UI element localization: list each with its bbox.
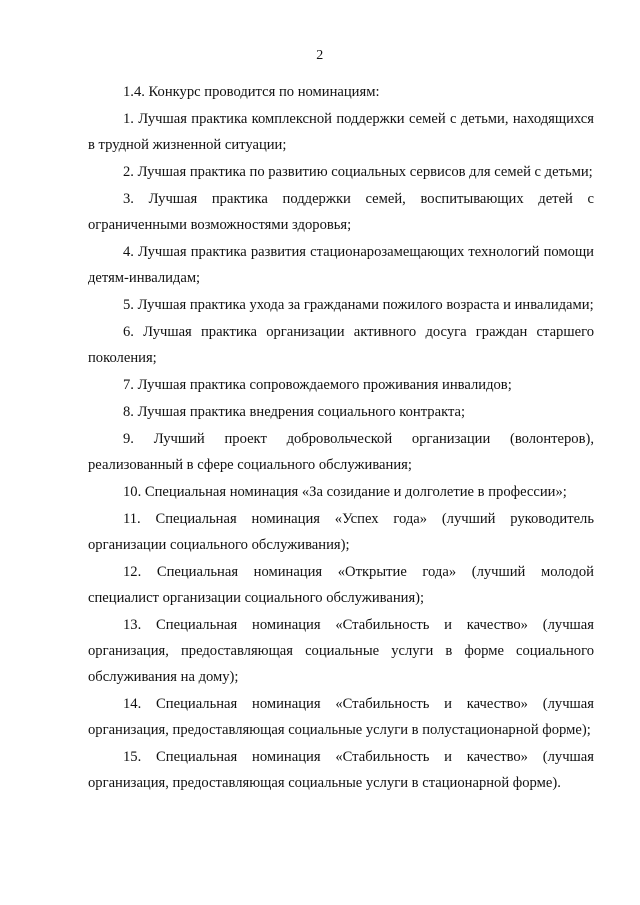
nomination-item-13: 13. Специальная номинация «Стабильность и качество» (лучшая организация, предоставляющая социальные услуги в форме социального обслуживания на дому); xyxy=(88,617,594,685)
nomination-item-3: 3. Лучшая практика поддержки семей, воспитывающих детей с ограниченными возможностями здоровья; xyxy=(88,191,594,233)
nomination-item-12: 12. Специальная номинация «Открытие года» (лучший молодой специалист организации социального обслуживания); xyxy=(88,564,594,606)
nomination-item-2: 2. Лучшая практика по развитию социальных сервисов для семей с детьми; xyxy=(123,164,593,180)
nomination-item-14: 14. Специальная номинация «Стабильность и качество» (лучшая организация, предоставляющая социальные услуги в полустационарной форме); xyxy=(88,696,594,738)
nomination-item-6: 6. Лучшая практика организации активного досуга граждан старшего поколения; xyxy=(88,324,594,366)
nomination-item-5: 5. Лучшая практика ухода за гражданами пожилого возраста и инвалидами; xyxy=(123,297,594,313)
nomination-item-11: 11. Специальная номинация «Успех года» (лучший руководитель организации социального обслуживания); xyxy=(88,511,594,553)
nomination-item-4: 4. Лучшая практика развития стационарозамещающих технологий помощи детям-инвалидам; xyxy=(88,244,594,286)
nomination-item-8: 8. Лучшая практика внедрения социального контракта; xyxy=(123,404,466,420)
document-body xyxy=(88,79,594,796)
nomination-item-10: 10. Специальная номинация «За созидание и долголетие в профессии»; xyxy=(123,484,567,500)
nomination-item-1: 1. Лучшая практика комплексной поддержки семей с детьми, находящихся в трудной жизненной ситуации; xyxy=(88,111,594,153)
page-number: 2 xyxy=(316,48,324,63)
nomination-item-15: 15. Специальная номинация «Стабильность и качество» (лучшая организация, предоставляющая социальные услуги в стационарной форме). xyxy=(88,749,594,791)
nomination-item-7: 7. Лучшая практика сопровождаемого проживания инвалидов; xyxy=(123,377,512,393)
nomination-item-9: 9. Лучший проект добровольческой организации (волонтеров), реализованный в сфере социального обслуживания; xyxy=(88,431,594,473)
section-intro: 1.4. Конкурс проводится по номинациям: xyxy=(123,84,380,100)
